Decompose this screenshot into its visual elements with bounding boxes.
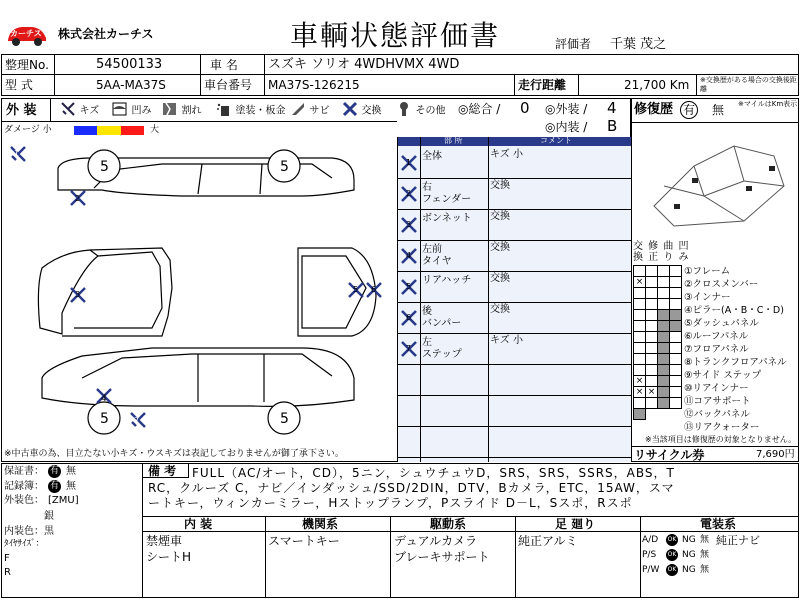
section-engine-title: 機関系 — [302, 517, 339, 531]
repair-grid-cell — [658, 321, 670, 332]
evaluator-name: 千葉 茂之 — [610, 37, 667, 52]
comment-row-number: 5 — [406, 282, 412, 291]
mileage-note: ※交換歴がある場合の交換後距離 — [700, 76, 797, 93]
repair-no: 無 — [712, 103, 725, 117]
record-has-circled: 有 — [49, 481, 59, 491]
repair-grid-cell — [670, 376, 682, 387]
electric-ng: NG — [682, 565, 696, 575]
repair-history-label: 修復歴 — [634, 102, 674, 117]
car-name-value: スズキ ソリオ 4WDHVMX 4WD — [268, 57, 460, 72]
dent-icon — [112, 101, 128, 117]
model-value: 5AA-MA37S — [96, 78, 166, 92]
repair-yes-circled: 有 — [680, 101, 698, 119]
record-none: 無 — [66, 481, 76, 492]
reg-no-value: 54500133 — [96, 57, 163, 72]
repair-grid-cell — [658, 354, 670, 365]
repair-grid-cell — [658, 332, 670, 343]
repair-item-label: ①フレーム — [684, 266, 731, 277]
mileage-label: 走行距離 — [518, 78, 567, 92]
repair-grid-cell — [670, 332, 682, 343]
repair-footer-note: ※当該項目は修復歴の対象となりません。 — [645, 435, 797, 444]
repair-grid-cell — [634, 266, 646, 277]
logo-text: カーチス — [10, 29, 42, 38]
tire-rear: R — [4, 567, 11, 578]
repair-grid-cell — [670, 266, 682, 277]
repair-grid-cell — [646, 277, 658, 288]
diagram-notice: ※中古車の為、目立たない小キズ・ウスキズは表記しておりませんが御了承下さい。 — [4, 449, 344, 459]
legend-scratch: キズ — [60, 101, 99, 117]
repair-grid-cell — [670, 387, 682, 398]
car-name-label: 車 名 — [210, 58, 238, 72]
comment-row-part: 左 ステップ — [422, 337, 462, 360]
evaluator-label: 評価者 — [555, 37, 592, 51]
mileage-value: 21,700 Km — [624, 78, 690, 92]
exterior-label: 外 装 — [6, 103, 37, 118]
repair-grid-cell — [634, 321, 646, 332]
comment-row-comment: 交換 — [490, 180, 510, 191]
wrench-icon — [396, 101, 412, 117]
mark-1-number: 1 — [14, 149, 20, 158]
repair-grid-cell — [646, 288, 658, 299]
repair-grid-cell — [658, 398, 670, 409]
comment-header-comment: コメント — [540, 136, 572, 145]
drive-line-1: デュアルカメラ — [394, 534, 478, 548]
repair-grid-cell — [634, 365, 646, 376]
repair-grid-cell — [646, 365, 658, 376]
repair-item-label: ⑩リアインナー — [684, 383, 749, 394]
repair-grid-cell — [646, 299, 658, 310]
electric-ng: NG — [682, 550, 696, 560]
electric-row-label: P/W — [642, 565, 660, 575]
int-score-value: B — [607, 117, 618, 135]
damage-scale-high — [121, 126, 144, 135]
ext-score-label: ◎外装 / — [545, 102, 588, 116]
company-name: 株式会社カーチス — [58, 27, 154, 41]
drive-line-2: ブレーキサポート — [394, 550, 490, 564]
repair-grid — [633, 265, 682, 420]
repair-grid-cell — [670, 288, 682, 299]
int-color: 内装色：黒 — [4, 526, 54, 537]
repair-grid-cell — [670, 277, 682, 288]
repair-grid-cell — [670, 299, 682, 310]
repair-grid-cell — [646, 354, 658, 365]
damage-scale — [74, 126, 144, 135]
warranty-label: 保証書： — [4, 466, 44, 477]
repair-grid-cell — [634, 288, 646, 299]
int-score-label: ◎内装 / — [545, 120, 588, 134]
electric-none: 無 — [700, 535, 710, 545]
engine-line-1: スマートキー — [268, 534, 340, 548]
comment-row-comment: 交換 — [490, 211, 510, 222]
mark-6-number: 6 — [371, 285, 377, 294]
damage-big-label: 大 — [150, 125, 160, 135]
frame-diagram — [634, 126, 796, 238]
recycle-label: リサイクル券 — [634, 448, 705, 462]
electric-ok-circled: OK — [666, 549, 678, 561]
repair-grid-cell: × — [646, 387, 658, 398]
repair-grid-cell — [658, 266, 670, 277]
remarks-text: FULL（AC/オート，CD），5ニン，シュウチュウD，SRS，SRS，SSRS，ABS，T — [192, 466, 675, 480]
repair-grid-cell — [670, 321, 682, 332]
record-label: 記録簿： — [4, 481, 44, 492]
comment-row — [398, 147, 630, 178]
repair-grid-cell — [646, 376, 658, 387]
wheel-fl-number: 5 — [100, 411, 109, 427]
electric-row-label: P/S — [642, 550, 657, 560]
repair-grid-cell — [658, 277, 670, 288]
comment-row-number: 2 — [406, 189, 412, 198]
electric-ng: NG — [682, 535, 696, 545]
repair-item-label: ⑨サイド ステップ — [684, 370, 762, 381]
wheel-fr-number: 5 — [100, 159, 109, 175]
comment-row-part: 右 フェンダー — [422, 182, 472, 205]
ext-color-code: [ZMU] — [48, 495, 79, 506]
repair-item-label: ②クロスメンバー — [684, 279, 759, 290]
comment-row-number: 4 — [406, 251, 412, 260]
ext-color-label: 外装色： — [4, 495, 44, 506]
mile-note: ※マイルはKm表示 — [738, 100, 798, 108]
legend-other: その他 — [396, 101, 446, 117]
repair-grid-cell — [658, 310, 670, 321]
repair-grid-cell — [634, 354, 646, 365]
repair-item-label: ⑧トランクフロアパネル — [684, 357, 787, 368]
mark-7-number: 7 — [134, 416, 140, 425]
comment-row — [398, 302, 630, 333]
mark-3-number: 3 — [75, 290, 81, 299]
comment-row-comment: キズ 小 — [490, 335, 523, 346]
damage-small-label: ダメージ 小 — [4, 125, 52, 135]
page-title: 車輌状態評価書 — [290, 19, 501, 52]
comment-row-number: 3 — [406, 220, 412, 229]
electric-row — [642, 533, 714, 548]
repair-item-label: ⑥ルーフパネル — [684, 331, 749, 342]
wheel-rr-number: 5 — [280, 159, 289, 175]
electric-none: 無 — [700, 550, 710, 560]
comment-row-comment: 交換 — [490, 304, 510, 315]
comment-row-part: リアハッチ — [422, 275, 472, 286]
interior-line-1: 禁煙車 — [146, 534, 183, 548]
electric-ok-circled: OK — [666, 564, 678, 576]
comment-row-part: 左前 タイヤ — [422, 244, 452, 267]
interior-line-2: シートH — [146, 550, 192, 564]
comment-row-part: 後 バンパー — [422, 306, 462, 329]
crack-icon — [162, 101, 178, 117]
repair-grid-cell — [658, 365, 670, 376]
repair-grid-cell — [670, 310, 682, 321]
comment-row — [398, 209, 630, 240]
repair-grid-cell — [670, 398, 682, 409]
comment-row — [398, 240, 630, 271]
suspension-line-1: 純正アルミ — [518, 534, 578, 548]
comment-row — [398, 178, 630, 209]
repair-grid-cell — [658, 343, 670, 354]
model-label: 型 式 — [5, 78, 33, 92]
comment-row-part: 全体 — [422, 151, 442, 162]
damage-scale-mid — [97, 126, 120, 135]
comment-row-part: ボンネット — [422, 213, 472, 224]
section-drive-title: 駆動系 — [430, 517, 467, 531]
repair-grid-cell — [646, 321, 658, 332]
comment-row-comment: キズ 小 — [490, 149, 523, 160]
chassis-label: 車台番号 — [204, 78, 253, 92]
comment-row-comment: 交換 — [490, 273, 510, 284]
repair-item-label: ③インナー — [684, 292, 731, 303]
repair-grid-cell — [658, 288, 670, 299]
remarks-line-3: ートキー，ウィンカーミラー，Hストップランプ，Pスライド D－L，Sスポ，Rスポ — [148, 496, 633, 510]
recycle-value: 7,690円 — [756, 449, 795, 460]
comment-row-comment: 交換 — [490, 242, 510, 253]
remarks-line-2: RC，クルーズ C，ナビ／インダッシュ/SSD/2DIN，DTV，Bカメラ，ETC，15AW，スマ — [148, 481, 675, 495]
mark-4-number: 4 — [101, 394, 107, 404]
electric-note: 純正ナビ — [716, 534, 760, 547]
wheel-rl-number: 5 — [280, 411, 289, 427]
repair-grid-footer-cell — [634, 409, 646, 420]
repair-grid-cell — [670, 365, 682, 376]
reg-no-label: 整理No. — [5, 58, 49, 72]
legend-dent: 凹み — [112, 101, 152, 117]
repair-item-label: ⑫バックパネル — [684, 409, 750, 420]
repair-item-label: ⑤ダッシュパネル — [684, 318, 759, 329]
electric-row — [642, 563, 714, 578]
ext-color-name: 銀 — [44, 511, 54, 522]
repair-item-label: ⑪コアサポート — [684, 396, 751, 407]
repair-item-label: ⑦フロアパネル — [684, 344, 749, 355]
total-score-value: 0 — [520, 99, 530, 117]
chassis-value: MA37S-126215 — [268, 78, 360, 92]
total-score-label: ◎総合 / — [458, 102, 501, 116]
repair-grid-cell — [634, 398, 646, 409]
electric-ok-circled: OK — [666, 534, 678, 546]
section-electric-title: 電装系 — [700, 517, 737, 531]
repair-grid-cell — [634, 310, 646, 321]
electric-row — [642, 548, 714, 563]
comment-row — [398, 333, 630, 364]
repair-col-headers: 交 修 曲 凹 換 正 り み — [633, 241, 690, 263]
spray-icon — [216, 101, 232, 117]
damage-scale-low — [74, 126, 97, 135]
comment-row — [398, 271, 630, 302]
repair-grid-cell: × — [634, 376, 646, 387]
legend-replace: 交換 — [342, 101, 382, 117]
legend-rust: サビ — [290, 101, 330, 117]
scratch-icon — [60, 101, 76, 117]
comment-row-number: 6 — [406, 313, 412, 322]
repair-grid-cell — [658, 387, 670, 398]
replace-x-icon — [342, 101, 358, 117]
repair-grid-cell — [670, 343, 682, 354]
electric-row-label: A/D — [642, 535, 659, 545]
mark-2-number: 2 — [75, 194, 81, 203]
repair-grid-cell — [658, 376, 670, 387]
company-logo — [2, 22, 50, 48]
comment-header-part: 部 所 — [444, 136, 463, 145]
repair-grid-cell — [646, 266, 658, 277]
repair-item-label: ⑬リアクォーター — [684, 422, 760, 433]
rust-icon — [290, 101, 306, 117]
comment-row-number: 1 — [406, 158, 412, 167]
tire-front: F — [4, 553, 10, 564]
legend-crack: 割れ — [162, 101, 202, 117]
comment-row-number: 7 — [406, 344, 412, 353]
repair-grid-cell — [646, 398, 658, 409]
legend-paint: 塗装・板金 — [216, 101, 286, 117]
repair-grid-cell — [646, 343, 658, 354]
repair-grid-cell — [670, 354, 682, 365]
electric-none: 無 — [700, 565, 710, 575]
warranty-has-circled: 有 — [49, 466, 59, 476]
ext-score-value: 4 — [607, 99, 617, 117]
repair-grid-cell — [646, 332, 658, 343]
section-suspension-title: 足 廻り — [555, 517, 596, 531]
repair-grid-cell: × — [634, 387, 646, 398]
repair-grid-cell — [634, 343, 646, 354]
repair-grid-cell — [646, 310, 658, 321]
repair-item-label: ④ピラー(A・B・C・D) — [684, 305, 784, 316]
section-interior-title: 内 装 — [184, 517, 213, 531]
repair-grid-cell — [634, 332, 646, 343]
car-diagram — [2, 138, 396, 446]
repair-grid-cell — [634, 299, 646, 310]
repair-grid-cell: × — [634, 277, 646, 288]
remarks-label: 備 考 — [148, 464, 177, 478]
mark-5-number: 5 — [353, 285, 359, 294]
tire-size-label: ﾀｲﾔｻｲｽﾞ： — [4, 539, 45, 549]
repair-grid-cell — [658, 299, 670, 310]
warranty-none: 無 — [66, 466, 76, 477]
